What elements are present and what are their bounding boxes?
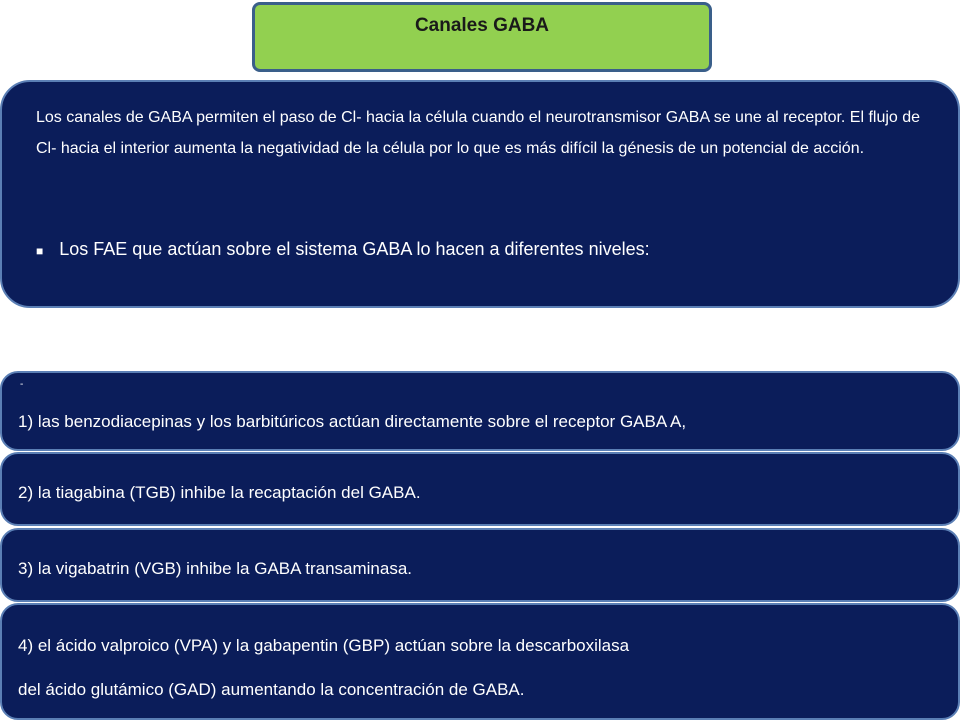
item-4-text-line-2: del ácido glutámico (GAD) aumentando la concentración de GABA. [18,680,525,699]
item-2-panel [0,452,960,526]
item-1-panel [0,371,960,451]
item-4-panel [0,603,960,720]
item-1-dot: - [20,379,24,390]
intro-bullet [36,236,650,264]
item-3-panel [0,528,960,602]
intro-panel [0,80,960,308]
intro-bullet-text: Los FAE que actúan sobre el sistema GABA lo hacen a diferentes niveles: [59,239,650,259]
item-1-text: 1) las benzodiacepinas y los barbitúricos actúan directamente sobre el receptor GABA A, [18,412,687,431]
square-bullet-icon: ■ [36,244,44,258]
intro-text: Los canales de GABA permiten el paso de Cl- hacia la célula cuando el neurotransmisor GABA se une al receptor. El flujo de Cl- hacia el interior aumenta la negatividad de la célula por lo que es más difícil la génesis de un potencial de acción. [36,109,921,157]
item-3-text: 3) la vigabatrin (VGB) inhibe la GABA transaminasa. [18,559,413,578]
title-box [252,2,712,72]
item-4-text-line-1: 4) el ácido valproico (VPA) y la gabapentin (GBP) actúan sobre la descarboxilasa [18,636,630,655]
slide-title: Canales GABA [414,15,550,36]
item-2-text: 2) la tiagabina (TGB) inhibe la recaptación del GABA. [18,483,421,502]
